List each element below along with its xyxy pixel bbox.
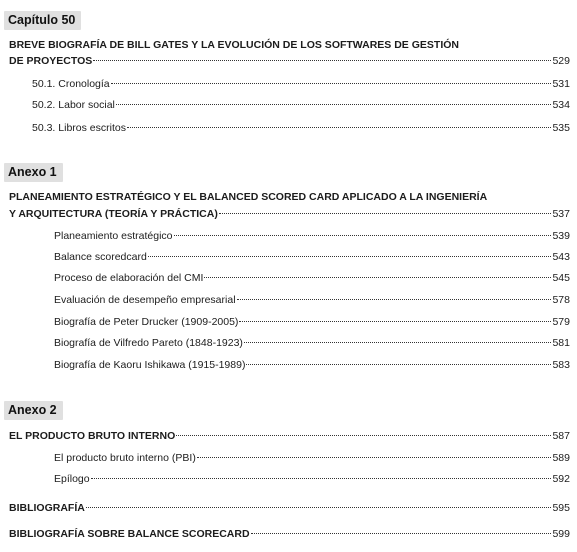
toc-entry[interactable] <box>32 98 570 113</box>
annex-heading: PLANEAMIENTO ESTRATÉGICO Y EL BALANCED SCORED CARD APLICADO A LA INGENIERÍA <box>9 191 488 203</box>
toc-entry-title: BIBLIOGRAFÍA SOBRE BALANCE SCORECARD <box>9 528 250 540</box>
toc-entry[interactable] <box>54 229 570 244</box>
toc-entry-bibliography-bsc[interactable] <box>9 527 570 542</box>
toc-entry-title: Biografía de Kaoru Ishikawa (1915-1989) <box>54 359 246 371</box>
toc-entry[interactable] <box>54 315 570 330</box>
toc-entry-title: 50.1. Cronología <box>32 78 110 90</box>
toc-entry-page: 537 <box>552 208 570 220</box>
toc-entry-title: Evaluación de desempeño empresarial <box>54 294 236 306</box>
toc-entry-title: Biografía de Peter Drucker (1909-2005) <box>54 316 239 328</box>
toc-entry-page: 543 <box>552 251 570 263</box>
toc-entry-page: 592 <box>552 473 570 485</box>
toc-entry-title: Epílogo <box>54 473 90 485</box>
dot-leader <box>251 533 552 534</box>
dot-leader <box>148 256 552 257</box>
toc-entry[interactable] <box>54 293 570 308</box>
toc-entry-page: 534 <box>552 99 570 111</box>
toc-entry-title: EL PRODUCTO BRUTO INTERNO <box>9 430 176 442</box>
toc-entry-page: 581 <box>552 337 570 349</box>
toc-entry-page: 589 <box>552 452 570 464</box>
toc-entry-title: Balance scoredcard <box>54 251 147 263</box>
toc-entry-page: 529 <box>552 55 570 67</box>
toc-entry-page: 579 <box>552 316 570 328</box>
chapter-tag: Capítulo 50 <box>4 11 81 30</box>
toc-entry[interactable] <box>54 336 570 351</box>
toc-entry-page: 545 <box>552 272 570 284</box>
dot-leader <box>219 213 552 214</box>
toc-entry-title: Proceso de elaboración del CMI <box>54 272 204 284</box>
toc-entry-page: 578 <box>552 294 570 306</box>
dot-leader <box>197 457 552 458</box>
dot-leader <box>91 478 552 479</box>
toc-entry-title: El producto bruto interno (PBI) <box>54 452 196 464</box>
toc-entry-page: 539 <box>552 230 570 242</box>
dot-leader <box>244 342 552 343</box>
toc-entry-page: 595 <box>552 502 570 514</box>
toc-entry-page: 535 <box>552 122 570 134</box>
dot-leader <box>204 277 551 278</box>
dot-leader <box>246 364 551 365</box>
toc-entry-page: 583 <box>552 359 570 371</box>
dot-leader <box>174 235 552 236</box>
dot-leader <box>116 104 552 105</box>
annex-tag: Anexo 1 <box>4 163 63 182</box>
dot-leader <box>237 299 552 300</box>
dot-leader <box>86 507 552 508</box>
toc-entry-page: 599 <box>552 528 570 540</box>
toc-entry[interactable] <box>32 77 570 92</box>
toc-entry-main[interactable] <box>9 429 570 444</box>
toc-entry[interactable] <box>54 250 570 265</box>
toc-entry[interactable] <box>32 121 570 136</box>
toc-entry-main[interactable] <box>9 54 570 69</box>
toc-entry-title: 50.2. Labor social <box>32 99 115 111</box>
toc-entry-page: 531 <box>552 78 570 90</box>
toc-entry-title: Planeamiento estratégico <box>54 230 173 242</box>
toc-entry-main[interactable] <box>9 207 570 222</box>
toc-entry[interactable] <box>54 358 570 373</box>
toc-entry-title: DE PROYECTOS <box>9 55 93 67</box>
toc-entry-page: 587 <box>552 430 570 442</box>
toc-entry-title: BIBLIOGRAFÍA <box>9 502 85 514</box>
dot-leader <box>93 60 551 61</box>
toc-entry[interactable] <box>54 451 570 466</box>
toc-entry-title: Biografía de Vilfredo Pareto (1848-1923) <box>54 337 243 349</box>
toc-entry-title: 50.3. Libros escritos <box>32 122 126 134</box>
dot-leader <box>127 127 552 128</box>
dot-leader <box>111 83 552 84</box>
dot-leader <box>176 435 551 436</box>
toc-entry-title: Y ARQUITECTURA (TEORÍA Y PRÁCTICA) <box>9 208 218 220</box>
toc-entry[interactable] <box>54 472 570 487</box>
annex-tag: Anexo 2 <box>4 401 63 420</box>
toc-entry[interactable] <box>54 271 570 286</box>
dot-leader <box>239 321 551 322</box>
toc-entry-bibliography[interactable] <box>9 501 570 516</box>
chapter-heading: BREVE BIOGRAFÍA DE BILL GATES Y LA EVOLUCIÓN DE LOS SOFTWARES DE GESTIÓN <box>9 39 459 51</box>
